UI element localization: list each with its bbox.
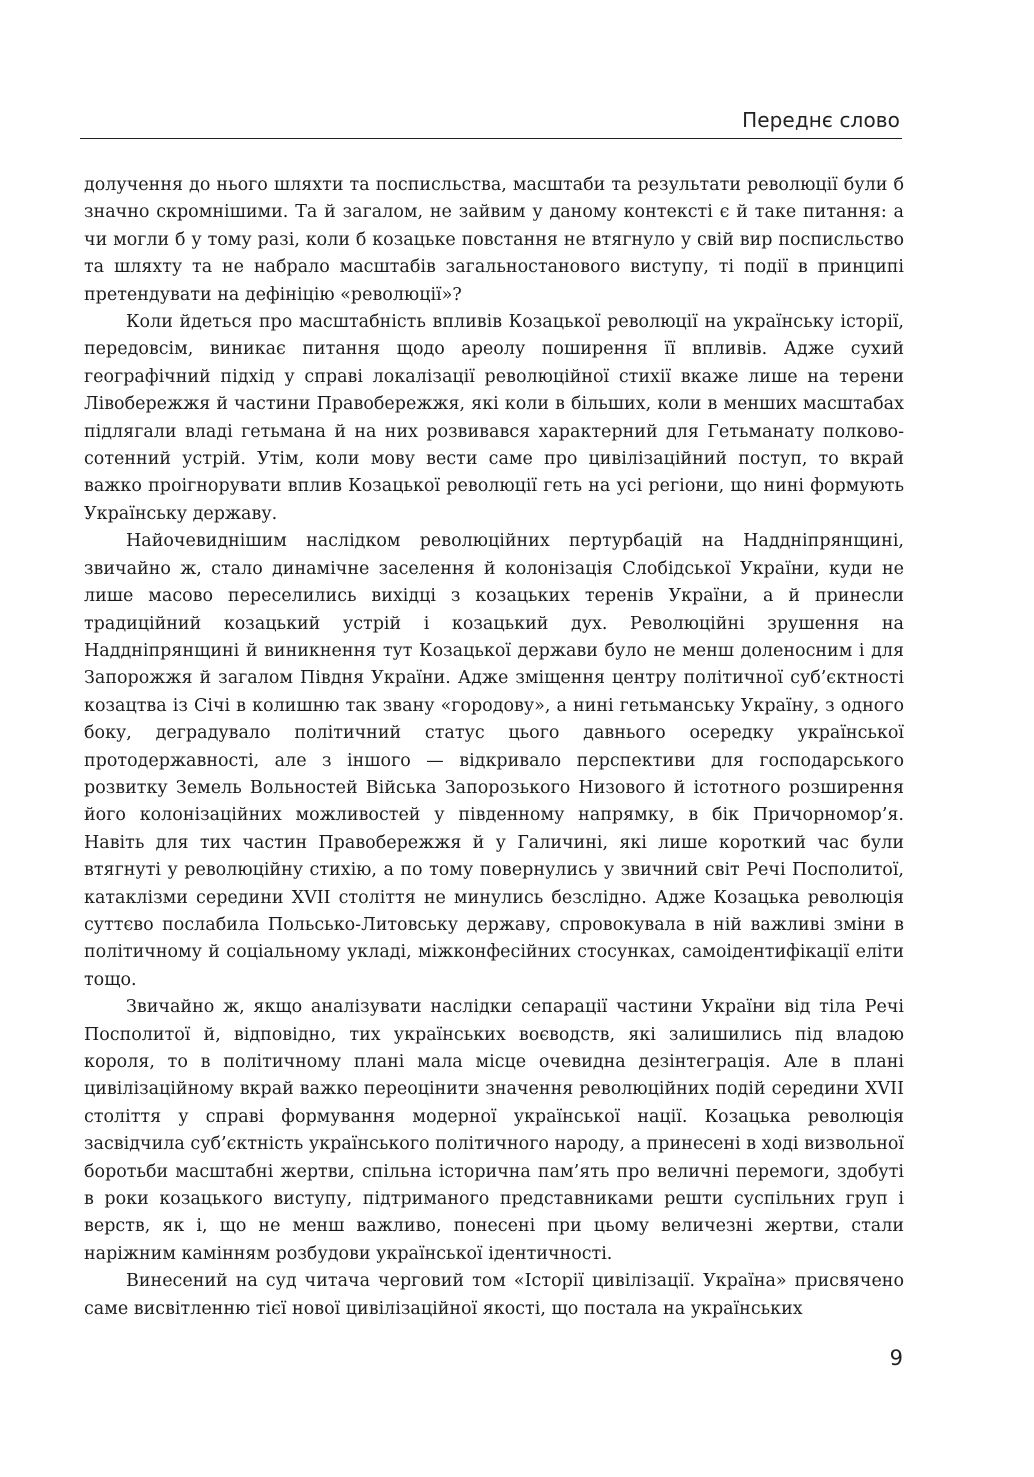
paragraph: Винесений на суд читача черговий том «Історії цивілізації. Україна» присвячено саме висвітленню тієї нової цивілізаційної якості, що постала на українських [84, 1271, 904, 1319]
body-text [84, 172, 904, 1323]
paragraph: Коли йдеться про масштабність впливів Козацької революції на українську історії, передовсім, виникає питання щодо ареолу поширення її впливів. Адже сухий географічний підхід у справі локалізації революційної стихії вкаже лише на терени Лівобережжя й частини Правобережжя, які коли в більших, коли в менших масштабах підлягали владі гетьмана й на них розвивався характерний для Гетьманату полково-сотенний устрій. Утім, коли мову вести саме про цивілізаційний поступ, то вкрай важко проігнорувати вплив Козацької революції геть на усі регіони, що нині формують Українську державу. [84, 312, 904, 524]
page-header [80, 108, 902, 139]
paragraph: Найочевиднішим наслідком революційних пертурбацій на Наддніпрянщині, звичайно ж, стало динамічне заселення й колонізація Слобідської України, куди не лише масово переселились вихідці з козацьких теренів України, а й принесли традиційний козацький устрій і козацький дух. Революційні зрушення на Наддніпрянщині й виникнення тут Козацької держави було не менш доленосним і для Запорожжя й загалом Півдня України. Адже зміщення центру політичної суб’єктності козацтва із Січі в колишню так звану «городову», а нині гетьманську Україну, з одного боку, деградувало політичний статус цього давнього осередку української протодержавності, але з іншого — відкривало перспективи для господарського розвитку Земель Вольностей Війська Запорозького Низового й істотного розширення його колонізаційних можливостей у південному напрямку, в бік Причорномор’я. Навіть для тих частин Правобережжя й у Галичині, які лише короткий час були втягнуті у революційну стихію, а по тому повернулись у звичний світ Речі Посполитої, катаклізми середини XVII століття не минулись безслідно. Адже Козацька революція суттєво послабила Польсько-Литовську державу, спровокувала в ній важливі зміни в політичному й соціальному укладі, міжконфесійних стосунках, самоідентифікації еліти тощо. [84, 531, 904, 990]
paragraph-continuation: долучення до нього шляхти та посписльства, масштаби та результати революції були б значно скромнішими. Та й загалом, не зайвим у даному контексті є й таке питання: а чи могли б у тому разі, коли б козацьке повстання не втягнуло у свій вир посписльство та шляхту та не набрало масштабів загальностанового виступу, ті події в принципі претендувати на дефініцію «революції»? [84, 175, 904, 305]
running-title: Переднє слово [742, 108, 900, 132]
page-number: 9 [889, 1346, 903, 1370]
paragraph: Звичайно ж, якщо аналізувати наслідки сепарації частини України від тіла Речі Посполитої й, відповідно, тих українських воєводств, які залишились під владою короля, то в політичному плані мала місце очевидна дезінтеграція. Але в плані цивілізаційному вкрай важко переоцінити значення революційних подій середини XVII століття у справі формування модерної української нації. Козацька революція засвідчила суб’єктність українського політичного народу, а принесені в ході визвольної боротьби масштабні жертви, спільна історична пам’ять про величні перемоги, здобуті в роки козацького виступу, підтриманого представниками решти суспільних груп і верств, як і, що не менш важливо, понесені при цьому величезні жертви, стали наріжним камінням розбудови української ідентичності. [84, 997, 904, 1264]
